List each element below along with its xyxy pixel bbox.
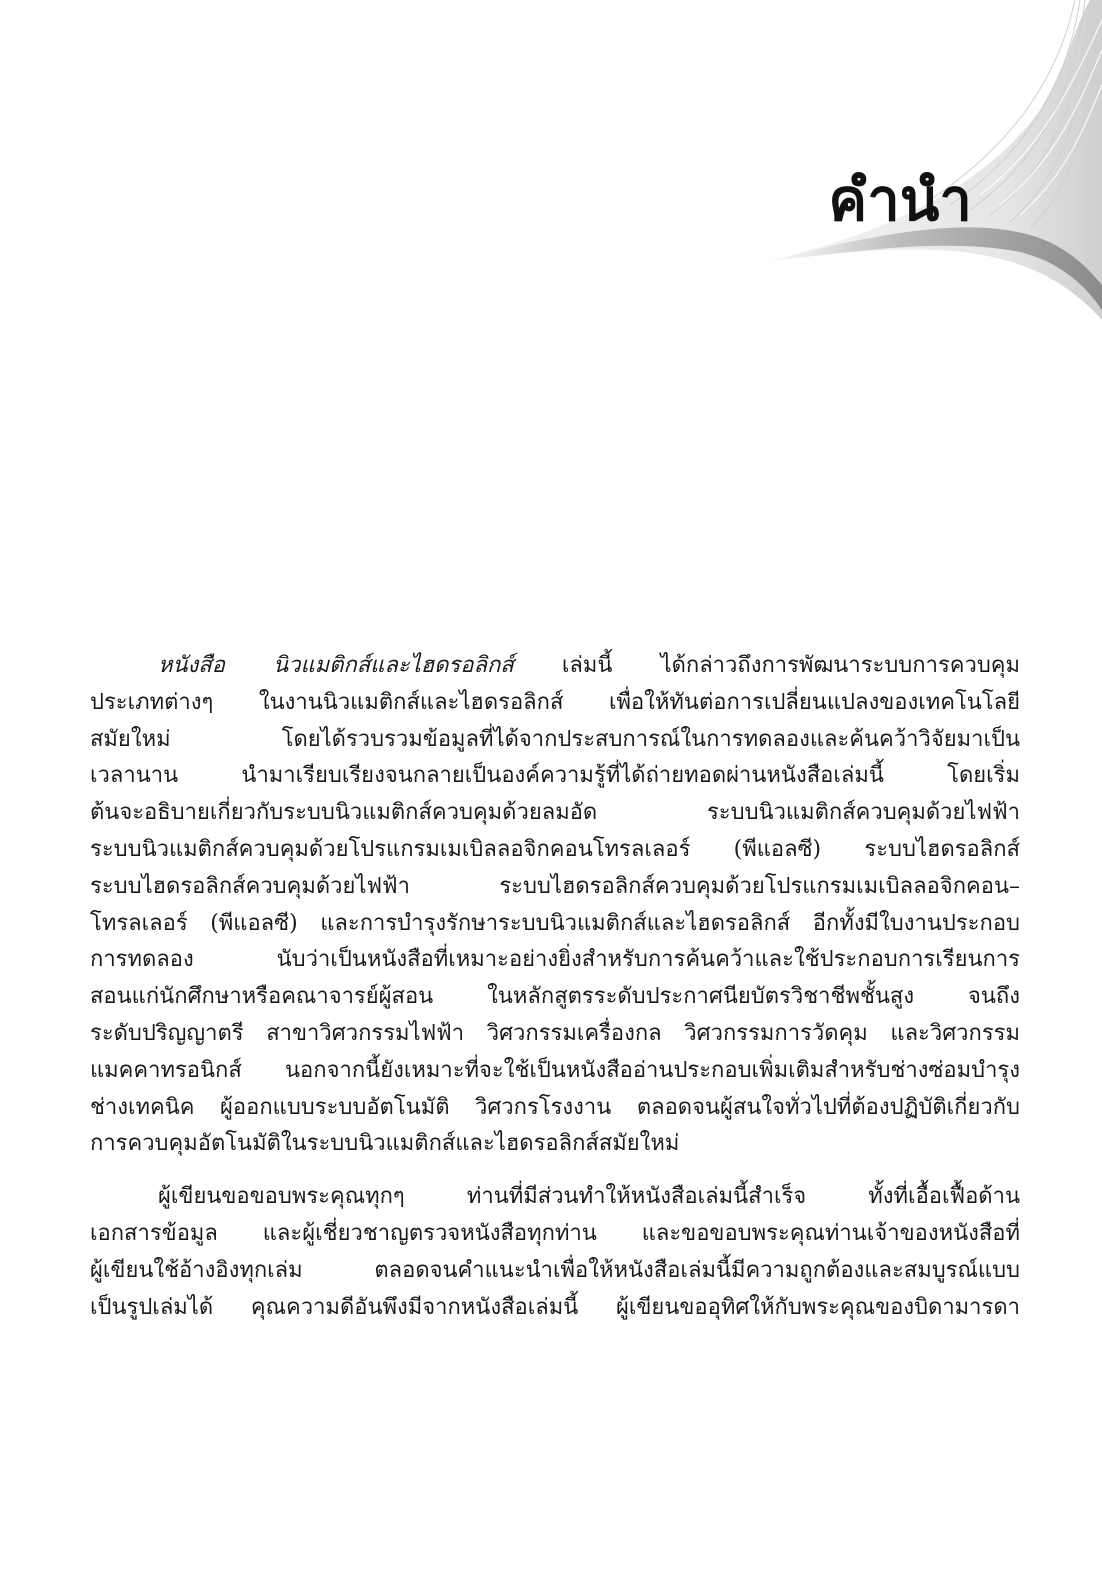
paragraph-line: ช่างเทคนิค ผู้ออกแบบระบบอัตโนมัติ วิศวกรโรงงาน ตลอดจนผู้สนใจทั่วไปที่ต้องปฏิบัติเกี่ยวกับ bbox=[90, 1094, 1020, 1120]
paragraph-line: สมัยใหม่ โดยได้รวบรวมข้อมูลที่ได้จากประสบการณ์ในการทดลองและค้นคว้าวิจัยมาเป็น bbox=[90, 726, 1020, 752]
paragraph-line: ระบบนิวแมติกส์ควบคุมด้วยโปรแกรมเมเบิลลอจิกคอนโทรลเลอร์ (พีแอลซี) ระบบไฮดรอลิกส์ bbox=[90, 836, 1020, 862]
paragraph-line: ต้นจะอธิบายเกี่ยวกับระบบนิวแมติกส์ควบคุมด้วยลมอัด ระบบนิวแมติกส์ควบคุมด้วยไฟฟ้า bbox=[90, 800, 1020, 826]
paragraph-line bbox=[90, 648, 1020, 685]
paragraph-line: ผู้เขียนขอขอบพระคุณทุกๆ ท่านที่มีส่วนทำให้หนังสือเล่มนี้สำเร็จ ทั้งที่เอื้อเฟื้อด้าน bbox=[158, 1184, 1020, 1210]
page-title: คำนำ bbox=[828, 166, 972, 234]
paragraph-line: แมคคาทรอนิกส์ นอกจากนี้ยังเหมาะที่จะใช้เป็นหนังสืออ่านประกอบเพิ่มเติมสำหรับช่างซ่อมบำรุง bbox=[90, 1057, 1020, 1083]
paragraph-line: ระบบไฮดรอลิกส์ควบคุมด้วยไฟฟ้า ระบบไฮดรอลิกส์ควบคุมด้วยโปรแกรมเมเบิลลอจิกคอน– bbox=[90, 873, 1020, 899]
paragraph-line: เป็นรูปเล่มได้ คุณความดีอันพึงมีจากหนังสือเล่มนี้ ผู้เขียนขออุทิศให้กับพระคุณของบิดามารดา bbox=[90, 1294, 1020, 1320]
preface-body bbox=[90, 648, 1020, 1326]
paragraph-line: เวลานาน นำมาเรียบเรียงจนกลายเป็นองค์ความรู้ที่ได้ถ่ายทอดผ่านหนังสือเล่มนี้ โดยเริ่ม bbox=[90, 763, 1020, 789]
paragraph-line: การทดลอง นับว่าเป็นหนังสือที่เหมาะอย่างยิ่งสำหรับการค้นคว้าและใช้ประกอบการเรียนการ bbox=[90, 947, 1020, 973]
preface-paragraph-2 bbox=[90, 1179, 1020, 1326]
paragraph-line: ผู้เขียนใช้อ้างอิงทุกเล่ม ตลอดจนคำแนะนำเพื่อให้หนังสือเล่มนี้มีความถูกต้องและสมบูรณ์แบบ bbox=[90, 1257, 1020, 1283]
paragraph-line: เอกสารข้อมูล และผู้เชี่ยวชาญตรวจหนังสือทุกท่าน และขอขอบพระคุณท่านเจ้าของหนังสือที่ bbox=[90, 1220, 1020, 1246]
paragraph-line: สอนแก่นักศึกษาหรือคณาจารย์ผู้สอน ในหลักสูตรระดับประกาศนียบัตรวิชาชีพชั้นสูง จนถึง bbox=[90, 984, 1020, 1010]
paragraph-line: ประเภทต่างๆ ในงานนิวแมติกส์และไฮดรอลิกส์ เพื่อให้ทันต่อการเปลี่ยนแปลงของเทคโนโลยี bbox=[90, 689, 1020, 715]
paragraph-line: การควบคุมอัตโนมัติในระบบนิวแมติกส์และไฮดรอลิกส์สมัยใหม่ bbox=[90, 1131, 680, 1157]
paragraph-line: ระดับปริญญาตรี สาขาวิศวกรรมไฟฟ้า วิศวกรรมเครื่องกล วิศวกรรมการวัดคุม และวิศวกรรม bbox=[90, 1020, 1020, 1046]
paragraph-line: โทรลเลอร์ (พีแอลซี) และการบำรุงรักษาระบบนิวแมติกส์และไฮดรอลิกส์ อีกทั้งมีใบงานประกอบ bbox=[90, 910, 1020, 936]
book-title-italic: หนังสือ นิวแมติกส์และไฮดรอลิกส์ bbox=[158, 653, 514, 678]
line-text: เล่มนี้ ได้กล่าวถึงการพัฒนาระบบการควบคุม bbox=[513, 653, 1020, 678]
preface-paragraph-1 bbox=[90, 648, 1020, 1163]
